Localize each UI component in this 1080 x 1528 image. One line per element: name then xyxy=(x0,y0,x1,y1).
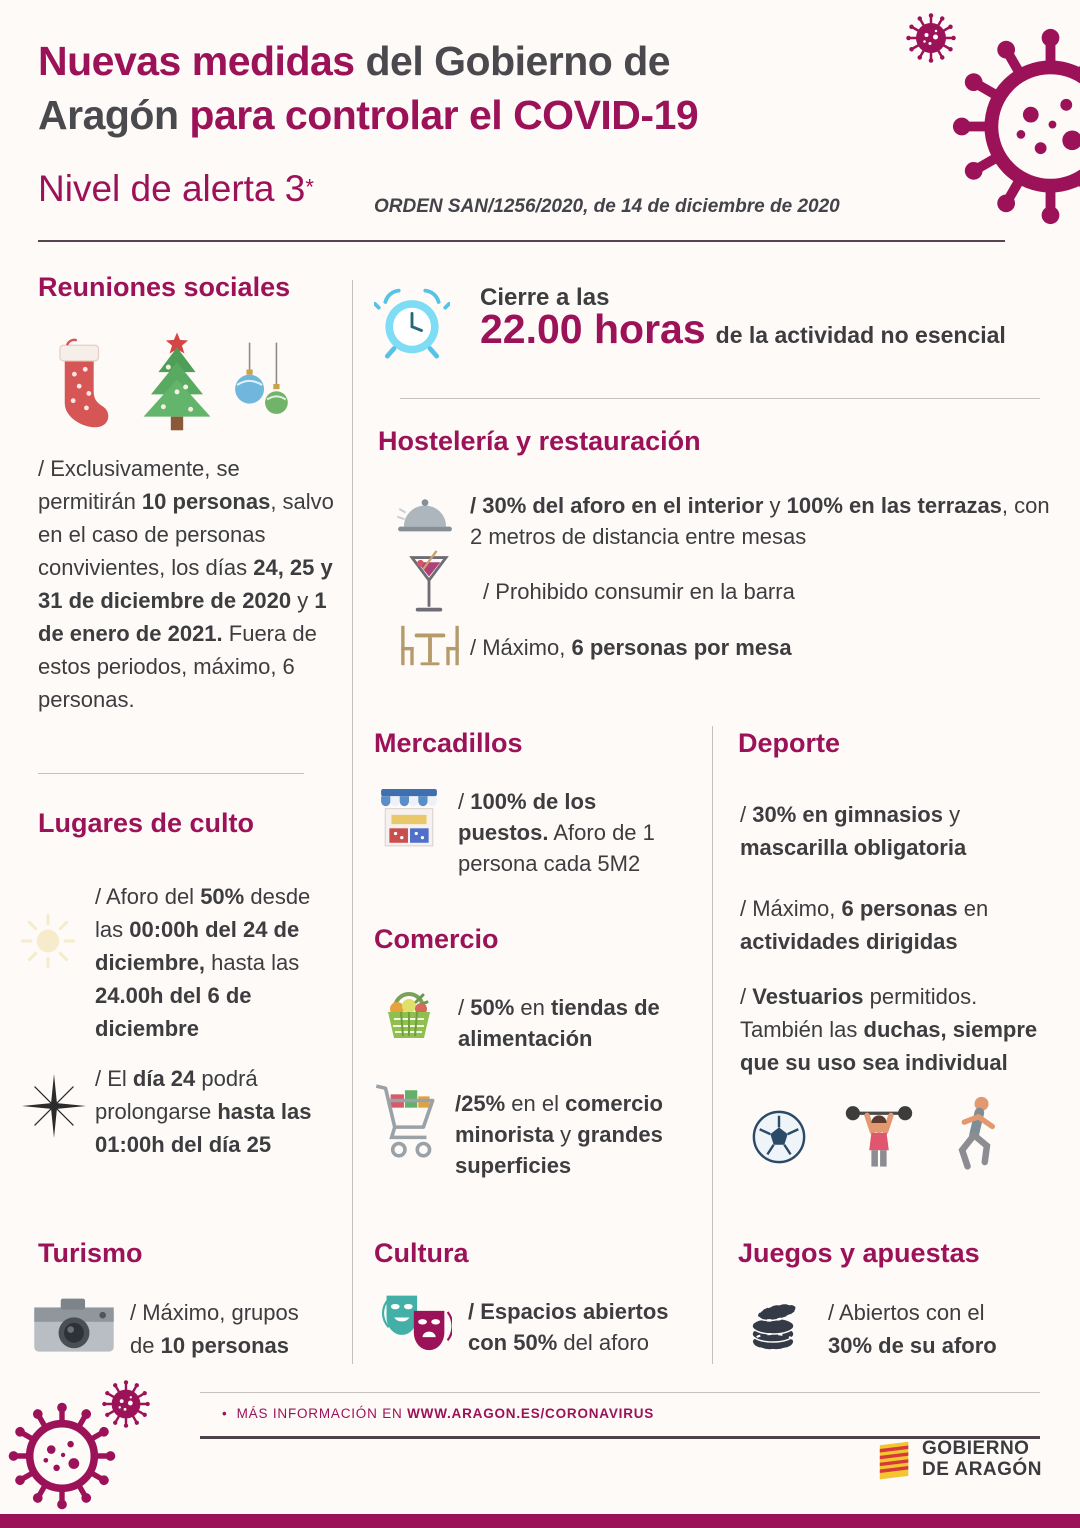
closure-label: Cierre a las xyxy=(480,284,610,311)
section-turismo-title: Turismo xyxy=(38,1238,143,1268)
section-reuniones-title: Reuniones sociales xyxy=(38,272,291,302)
closure-time: 22.00 horas xyxy=(480,306,706,352)
christmas-tree-icon xyxy=(131,330,223,434)
header-divider xyxy=(38,240,1005,242)
mercadillos-text: / 100% de los puestos. Aforo de 1 persona cada 5M2 xyxy=(458,789,655,876)
culto-item2-text: / El día 24 podrá prolongarse hasta las 01:00h del día 25 xyxy=(95,1066,312,1157)
order-reference: ORDEN SAN/1256/2020, de 14 de diciembre de 2020 xyxy=(374,196,840,217)
running-icon xyxy=(946,1094,1002,1174)
comercio-item1-text: / 50% en tiendas de alimentación xyxy=(458,995,660,1051)
closure-time-row xyxy=(480,306,1006,353)
weightlifting-icon xyxy=(842,1100,916,1170)
culto-item1-text: / Aforo del 50% desde las 00:00h del 24 de diciembre, hasta las 24.00h del 6 de diciembre xyxy=(95,884,311,1041)
gobierno-aragon-logo xyxy=(876,1436,1042,1482)
footer-info xyxy=(222,1406,654,1421)
deporte-item1-text: / 30% en gimnasios y mascarilla obligatoria xyxy=(740,802,967,860)
christmas-stocking-icon xyxy=(42,338,114,432)
bottom-accent-bar xyxy=(0,1514,1080,1528)
coronavirus-icon xyxy=(6,1400,118,1512)
ornaments-icon xyxy=(232,342,294,428)
theater-masks-icon xyxy=(380,1290,452,1358)
cocktail-icon xyxy=(408,550,450,620)
soccer-ball-icon xyxy=(750,1108,808,1166)
deporte-item3-text: / Vestuarios permitidos. También las duchas, siempre que su uso sea individual xyxy=(740,984,1038,1075)
logo-text xyxy=(922,1438,1042,1480)
star-icon xyxy=(20,1072,88,1140)
section-juegos-title: Juegos y apuestas xyxy=(738,1238,980,1268)
alarm-clock-icon xyxy=(374,280,450,362)
closure-divider xyxy=(400,398,1040,399)
table-chairs-icon xyxy=(398,622,462,670)
serving-dish-icon xyxy=(396,492,454,542)
section-hosteleria-title: Hostelería y restauración xyxy=(378,426,701,456)
section-comercio-title: Comercio xyxy=(374,924,499,954)
hosteleria-item1-text: / 30% del aforo en el interior y 100% en las terrazas, con 2 metros de distancia entre mesas xyxy=(470,493,1050,549)
hosteleria-item3-text: / Máximo, 6 personas por mesa xyxy=(470,635,792,660)
coronavirus-icon xyxy=(948,24,1080,229)
deporte-item2-text: / Máximo, 6 personas en actividades dirigidas xyxy=(740,896,989,954)
logo-line1: GOBIERNO xyxy=(922,1438,1030,1459)
comercio-item2-text: /25% en el comercio minorista y grandes superficies xyxy=(455,1091,663,1178)
page-title-line1: Nuevas medidas del Gobierno de xyxy=(38,38,671,84)
section-culto-title: Lugares de culto xyxy=(38,808,255,838)
section-mercadillos-title: Mercadillos xyxy=(374,728,523,758)
cultura-text: / Espacios abiertos con 50% del aforo xyxy=(468,1299,669,1355)
alert-level-text: Nivel de alerta 3 xyxy=(38,168,306,209)
market-stall-icon xyxy=(380,788,438,850)
footer-info-prefix: MÁS INFORMACIÓN EN xyxy=(236,1406,408,1421)
page-title xyxy=(38,34,868,142)
logo-line2: DE ARAGÓN xyxy=(922,1459,1042,1480)
shopping-cart-icon xyxy=(374,1080,438,1164)
reuniones-text: / Exclusivamente, se permitirán 10 personas, salvo en el caso de personas convivientes, los días 24, 25 y 31 de diciembre de 2020 y 1 de enero de 2021. Fuera de estos periodos, máximo, 6 personas. xyxy=(38,456,334,712)
hosteleria-item2-text: / Prohibido consumir en la barra xyxy=(483,579,795,604)
camera-icon xyxy=(32,1292,116,1356)
juegos-text: / Abiertos con el 30% de su aforo xyxy=(828,1300,997,1358)
sun-icon xyxy=(12,905,84,977)
column-divider xyxy=(352,280,353,1364)
alert-level xyxy=(38,168,314,210)
aragon-flag-icon xyxy=(876,1436,914,1482)
turismo-text: / Máximo, grupos de 10 personas xyxy=(130,1300,299,1358)
closure-suffix: de la actividad no esencial xyxy=(715,322,1006,348)
page-title-line2: Aragón para controlar el COVID-19 xyxy=(38,92,699,138)
section-deporte-title: Deporte xyxy=(738,728,841,758)
left-column-divider xyxy=(38,773,304,774)
column-divider xyxy=(712,726,713,1364)
grocery-basket-icon xyxy=(380,984,438,1042)
footer-divider-top xyxy=(200,1392,1040,1393)
alert-level-asterisk: * xyxy=(305,174,314,200)
section-cultura-title: Cultura xyxy=(374,1238,469,1268)
footer-info-url[interactable]: WWW.ARAGON.ES/CORONAVIRUS xyxy=(407,1406,655,1421)
footer-bullet: • xyxy=(222,1406,228,1421)
poker-chips-icon xyxy=(746,1292,808,1354)
